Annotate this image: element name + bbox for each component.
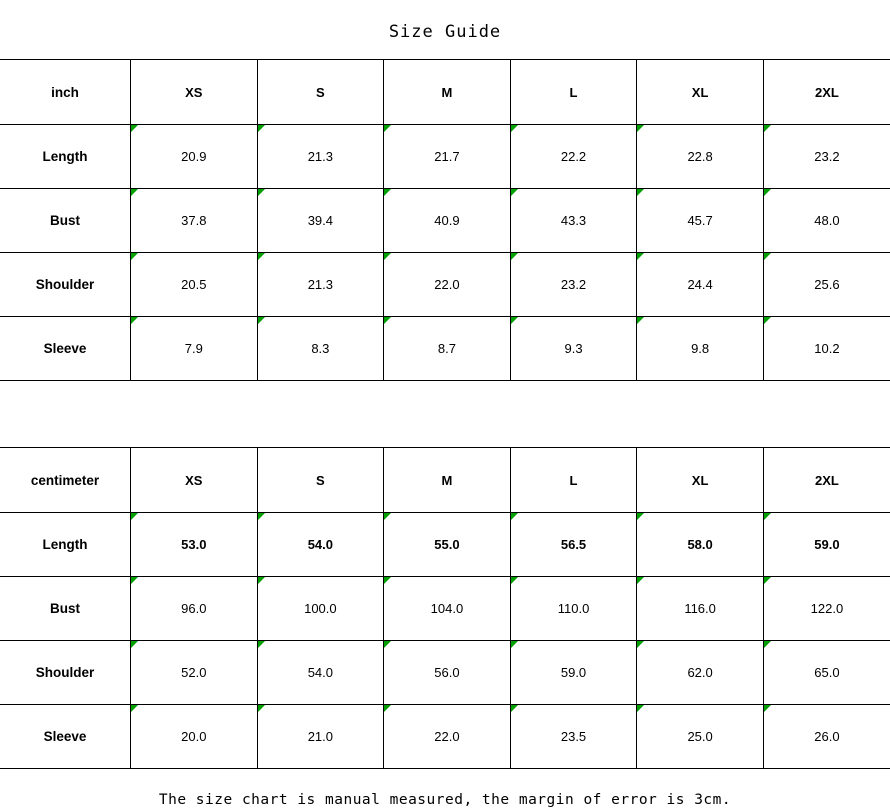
size-table-inch <box>0 59 890 381</box>
cell-length-xl: 58.0 <box>637 513 764 577</box>
cell-length-l: 56.5 <box>510 513 637 577</box>
cell-sleeve-s: 8.3 <box>257 317 384 381</box>
cell-sleeve-m: 8.7 <box>384 317 511 381</box>
table-row <box>0 641 890 705</box>
cell-shoulder-m: 22.0 <box>384 253 511 317</box>
row-label-shoulder: Shoulder <box>0 253 131 317</box>
cell-sleeve-xs: 20.0 <box>131 705 258 769</box>
column-header-xl: XL <box>637 448 764 513</box>
measurement-disclaimer: The size chart is manual measured, the margin of error is 3cm. <box>158 792 732 808</box>
cell-bust-m: 104.0 <box>384 577 511 641</box>
column-header-xs: XS <box>131 60 258 125</box>
cell-bust-xl: 116.0 <box>637 577 764 641</box>
column-header-s: S <box>257 448 384 513</box>
row-label-bust: Bust <box>0 577 131 641</box>
cell-length-m: 55.0 <box>384 513 511 577</box>
cell-shoulder-l: 23.2 <box>510 253 637 317</box>
table-row <box>0 705 890 769</box>
cell-length-m: 21.7 <box>384 125 511 189</box>
page-title: Size Guide <box>388 22 502 42</box>
table-header-row <box>0 60 890 125</box>
unit-label-centimeter: centimeter <box>0 448 131 513</box>
cell-sleeve-2xl: 10.2 <box>763 317 890 381</box>
column-header-l: L <box>510 60 637 125</box>
cell-bust-s: 100.0 <box>257 577 384 641</box>
cell-shoulder-m: 56.0 <box>384 641 511 705</box>
row-label-sleeve: Sleeve <box>0 705 131 769</box>
cell-sleeve-l: 9.3 <box>510 317 637 381</box>
cell-shoulder-2xl: 25.6 <box>763 253 890 317</box>
cell-length-s: 54.0 <box>257 513 384 577</box>
table-header-row <box>0 448 890 513</box>
cell-length-2xl: 59.0 <box>763 513 890 577</box>
cell-sleeve-xl: 9.8 <box>637 317 764 381</box>
cell-sleeve-l: 23.5 <box>510 705 637 769</box>
cell-length-2xl: 23.2 <box>763 125 890 189</box>
cell-sleeve-xs: 7.9 <box>131 317 258 381</box>
cell-sleeve-m: 22.0 <box>384 705 511 769</box>
row-label-bust: Bust <box>0 189 131 253</box>
column-header-xl: XL <box>637 60 764 125</box>
cell-bust-xs: 96.0 <box>131 577 258 641</box>
cell-bust-l: 110.0 <box>510 577 637 641</box>
row-label-sleeve: Sleeve <box>0 317 131 381</box>
table-row <box>0 189 890 253</box>
table-row <box>0 577 890 641</box>
cell-length-l: 22.2 <box>510 125 637 189</box>
table-row <box>0 253 890 317</box>
cell-length-xs: 53.0 <box>131 513 258 577</box>
row-label-length: Length <box>0 513 131 577</box>
cell-shoulder-xl: 24.4 <box>637 253 764 317</box>
row-label-shoulder: Shoulder <box>0 641 131 705</box>
cell-bust-xl: 45.7 <box>637 189 764 253</box>
cell-bust-m: 40.9 <box>384 189 511 253</box>
cell-shoulder-l: 59.0 <box>510 641 637 705</box>
cell-bust-s: 39.4 <box>257 189 384 253</box>
cell-shoulder-xs: 52.0 <box>131 641 258 705</box>
column-header-s: S <box>257 60 384 125</box>
column-header-m: M <box>384 448 511 513</box>
cell-bust-xs: 37.8 <box>131 189 258 253</box>
column-header-l: L <box>510 448 637 513</box>
column-header-m: M <box>384 60 511 125</box>
table-row <box>0 513 890 577</box>
unit-label-inch: inch <box>0 60 131 125</box>
column-header-xs: XS <box>131 448 258 513</box>
cell-shoulder-xl: 62.0 <box>637 641 764 705</box>
cell-shoulder-s: 21.3 <box>257 253 384 317</box>
cell-length-xl: 22.8 <box>637 125 764 189</box>
cell-sleeve-2xl: 26.0 <box>763 705 890 769</box>
cell-bust-2xl: 122.0 <box>763 577 890 641</box>
column-header-2xl: 2XL <box>763 448 890 513</box>
size-table-centimeter <box>0 447 890 769</box>
cell-length-xs: 20.9 <box>131 125 258 189</box>
cell-sleeve-s: 21.0 <box>257 705 384 769</box>
cell-sleeve-xl: 25.0 <box>637 705 764 769</box>
cell-shoulder-xs: 20.5 <box>131 253 258 317</box>
table-row <box>0 317 890 381</box>
cell-shoulder-2xl: 65.0 <box>763 641 890 705</box>
cell-bust-2xl: 48.0 <box>763 189 890 253</box>
cell-bust-l: 43.3 <box>510 189 637 253</box>
row-label-length: Length <box>0 125 131 189</box>
column-header-2xl: 2XL <box>763 60 890 125</box>
table-row <box>0 125 890 189</box>
cell-length-s: 21.3 <box>257 125 384 189</box>
cell-shoulder-s: 54.0 <box>257 641 384 705</box>
table-divider-gap <box>0 381 890 447</box>
